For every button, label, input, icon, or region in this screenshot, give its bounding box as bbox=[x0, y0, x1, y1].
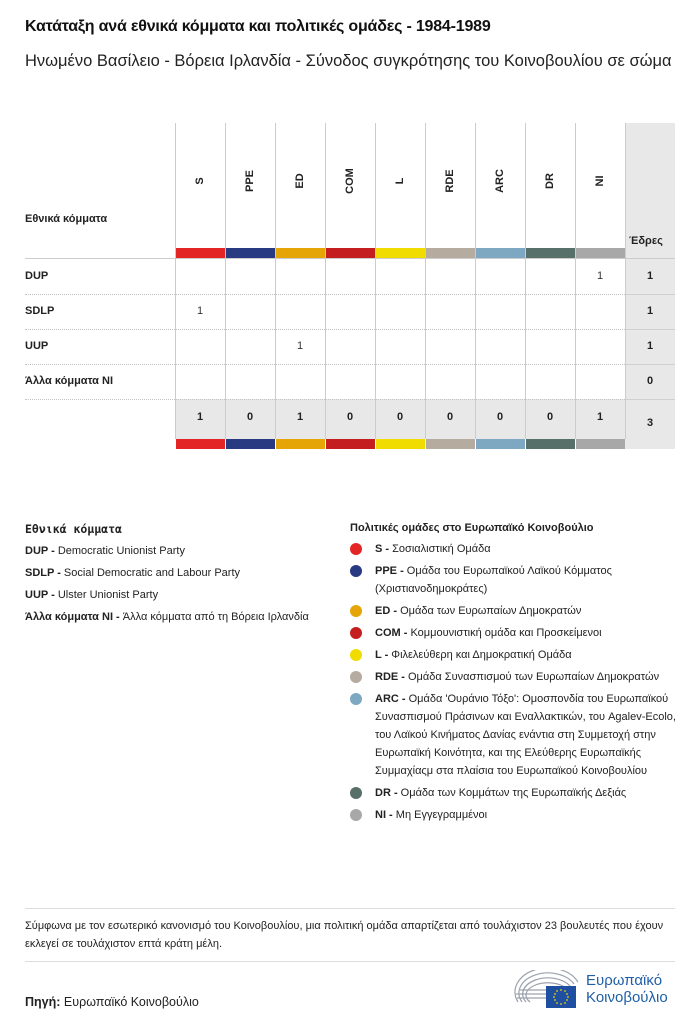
source-value: Ευρωπαϊκό Κοινοβούλιο bbox=[63, 995, 199, 1009]
group-code: ED bbox=[294, 173, 306, 189]
color-dot-icon bbox=[350, 627, 362, 639]
political-groups-legend bbox=[350, 522, 680, 828]
chart-title: Κατάταξη ανά εθνικά κόμματα και πολιτικές ομάδες - 1984-1989 bbox=[25, 18, 491, 35]
group-name: Κομμουνιστική ομάδα και Προσκείμενοι bbox=[410, 627, 602, 639]
group-color-bar bbox=[576, 248, 625, 258]
party-name: Social Democratic and Labour Party bbox=[63, 567, 241, 579]
column-header-ni bbox=[575, 123, 625, 248]
group-code: S - bbox=[375, 543, 393, 555]
color-dot-icon bbox=[350, 693, 362, 705]
row-seats: 1 bbox=[646, 340, 654, 352]
source bbox=[25, 995, 199, 1009]
group-color-bar bbox=[276, 248, 325, 258]
row-divider bbox=[25, 294, 625, 295]
row-seats: 1 bbox=[646, 305, 654, 317]
party-code: Άλλα κόμματα NI - bbox=[25, 611, 123, 623]
group-color-bar bbox=[376, 439, 425, 449]
group-color-bar bbox=[526, 439, 575, 449]
column-total: 0 bbox=[396, 411, 404, 423]
color-dot-icon bbox=[350, 809, 362, 821]
table-cell: 1 bbox=[596, 270, 604, 282]
seat-distribution-table bbox=[25, 123, 675, 453]
color-dot-icon bbox=[350, 787, 362, 799]
total-seats: 3 bbox=[646, 417, 654, 429]
group-name: Ομάδα των Κομμάτων της Ευρωπαϊκής Δεξιάς bbox=[400, 787, 627, 799]
legend-item bbox=[25, 564, 325, 582]
group-code: S bbox=[194, 177, 206, 185]
group-code: COM bbox=[344, 168, 356, 194]
group-code: ARC bbox=[494, 169, 506, 193]
group-color-bar bbox=[226, 439, 275, 449]
row-seats: 1 bbox=[646, 270, 654, 282]
legend-item bbox=[350, 806, 680, 824]
group-code: DR - bbox=[375, 787, 401, 799]
legend-item bbox=[25, 608, 325, 626]
column-header-arc bbox=[475, 123, 525, 248]
row-label: UUP bbox=[25, 340, 49, 352]
column-header-ed bbox=[275, 123, 325, 248]
group-name: Ομάδα του Ευρωπαϊκού Λαϊκού Κόμματος (Χριστιανοδημοκράτες) bbox=[375, 565, 612, 595]
footnote: Σύμφωνα με τον εσωτερικό κανονισμό του Κοινοβουλίου, μια πολιτική ομάδα απαρτίζεται από τουλάχιστον 23 βουλευτές που έχουν εκλεγεί σε τουλάχιστον επτά κράτη μέλη. bbox=[25, 920, 664, 950]
legend-item bbox=[350, 602, 680, 620]
group-code: ARC - bbox=[375, 693, 409, 705]
parliament-hemicycle-icon bbox=[514, 970, 582, 1010]
group-code: L - bbox=[375, 649, 392, 661]
row-label: SDLP bbox=[25, 305, 55, 317]
column-total: 1 bbox=[196, 411, 204, 423]
column-total: 0 bbox=[546, 411, 554, 423]
group-name: Ομάδα 'Ουράνιο Τόξο': Ομοσπονδία του Ευρωπαϊκού Συνασπισμού Πράσινων και Εναλλακτικών, του Agalev-Ecolo, του Λαϊκού Κινήματος Δανίας ενάντια στη Συμμετοχή στην Ευρωπαϊκή Κοινότητα, και της Ελεύθερης Ευρωπαϊκής Συμμαχίαςμ στα πλαίσια του Ευρωπαϊκού Κοινοβουλίου bbox=[375, 693, 676, 777]
group-color-bar bbox=[276, 439, 325, 449]
row-divider bbox=[625, 329, 675, 330]
row-label: DUP bbox=[25, 270, 49, 282]
group-color-bar bbox=[476, 248, 525, 258]
group-name: Φιλελεύθερη και Δημοκρατική Ομάδα bbox=[391, 649, 572, 661]
group-code: L bbox=[394, 177, 406, 185]
group-color-bar bbox=[426, 248, 475, 258]
divider bbox=[25, 908, 675, 909]
column-header-dr bbox=[525, 123, 575, 248]
legend-item bbox=[350, 624, 680, 642]
row-divider bbox=[625, 364, 675, 365]
party-code: DUP - bbox=[25, 545, 58, 557]
group-color-bar bbox=[326, 439, 375, 449]
legend-item bbox=[25, 542, 325, 560]
legend-item bbox=[350, 668, 680, 686]
group-color-bar bbox=[426, 439, 475, 449]
row-seats: 0 bbox=[646, 375, 654, 387]
legend-item bbox=[25, 586, 325, 604]
column-header-com bbox=[325, 123, 375, 248]
national-parties-legend bbox=[25, 522, 325, 630]
legend-item bbox=[350, 540, 680, 558]
group-color-bar bbox=[376, 248, 425, 258]
party-code: SDLP - bbox=[25, 567, 64, 579]
row-divider bbox=[25, 364, 625, 365]
group-code: DR bbox=[544, 173, 556, 189]
legend-item bbox=[350, 562, 680, 598]
group-color-bar bbox=[526, 248, 575, 258]
column-total: 1 bbox=[596, 411, 604, 423]
group-code: COM - bbox=[375, 627, 411, 639]
european-parliament-logo bbox=[514, 970, 679, 1010]
group-color-bar bbox=[176, 439, 225, 449]
group-code: NI bbox=[594, 175, 606, 187]
seats-header: Έδρες bbox=[629, 235, 663, 247]
legend-item bbox=[350, 646, 680, 664]
logo-text: Ευρωπαϊκό Κοινοβούλιο bbox=[586, 972, 668, 1006]
seats-column-bg bbox=[625, 123, 675, 449]
row-divider bbox=[625, 399, 675, 400]
national-parties-header: Εθνικά κόμματα bbox=[25, 213, 108, 225]
group-code: PPE bbox=[244, 169, 256, 193]
header-divider bbox=[25, 258, 675, 259]
group-code: ED - bbox=[375, 605, 401, 617]
chart-subtitle: Ηνωμένο Βασίλειο - Βόρεια Ιρλανδία - Σύνοδος συγκρότησης του Κοινοβουλίου σε σώμα bbox=[25, 52, 672, 70]
row-label: Άλλα κόμματα NI bbox=[25, 375, 113, 387]
group-code: RDE - bbox=[375, 671, 408, 683]
row-divider bbox=[625, 294, 675, 295]
column-total: 1 bbox=[296, 411, 304, 423]
column-total: 0 bbox=[496, 411, 504, 423]
color-dot-icon bbox=[350, 671, 362, 683]
group-color-bar bbox=[576, 439, 625, 449]
source-label: Πηγή: bbox=[25, 995, 61, 1009]
group-code: NI - bbox=[375, 809, 396, 821]
legend-item bbox=[350, 784, 680, 802]
color-dot-icon bbox=[350, 605, 362, 617]
party-code: UUP - bbox=[25, 589, 58, 601]
column-header-ppe bbox=[225, 123, 275, 248]
row-divider bbox=[25, 329, 625, 330]
column-total: 0 bbox=[346, 411, 354, 423]
group-name: Ομάδα Συνασπισμού των Ευρωπαίων Δημοκρατών bbox=[408, 671, 660, 683]
legend-title: Πολιτικές ομάδες στο Ευρωπαϊκό Κοινοβούλιο bbox=[350, 522, 594, 534]
group-name: Σοσιαλιστική Ομάδα bbox=[392, 543, 491, 555]
group-name: Μη Εγγεγραμμένοι bbox=[395, 809, 488, 821]
legend-title: Εθνικά κόμματα bbox=[25, 522, 122, 536]
column-header-rde bbox=[425, 123, 475, 248]
party-name: Άλλα κόμματα από τη Βόρεια Ιρλανδία bbox=[122, 611, 309, 623]
group-name: Ομάδα των Ευρωπαίων Δημοκρατών bbox=[400, 605, 582, 617]
table-cell: 1 bbox=[196, 305, 204, 317]
group-code: PPE - bbox=[375, 565, 407, 577]
group-color-bar bbox=[326, 248, 375, 258]
table-cell: 1 bbox=[296, 340, 304, 352]
column-header-l bbox=[375, 123, 425, 248]
row-divider bbox=[25, 399, 625, 400]
column-total: 0 bbox=[446, 411, 454, 423]
color-dot-icon bbox=[350, 543, 362, 555]
color-dot-icon bbox=[350, 565, 362, 577]
legend-item bbox=[350, 690, 680, 780]
group-color-bar bbox=[226, 248, 275, 258]
party-name: Democratic Unionist Party bbox=[57, 545, 185, 557]
color-dot-icon bbox=[350, 649, 362, 661]
group-code: RDE bbox=[444, 169, 456, 193]
column-total: 0 bbox=[246, 411, 254, 423]
group-color-bar bbox=[176, 248, 225, 258]
divider bbox=[25, 961, 675, 962]
group-color-bar bbox=[476, 439, 525, 449]
party-name: Ulster Unionist Party bbox=[57, 589, 159, 601]
column-header-s bbox=[175, 123, 225, 248]
